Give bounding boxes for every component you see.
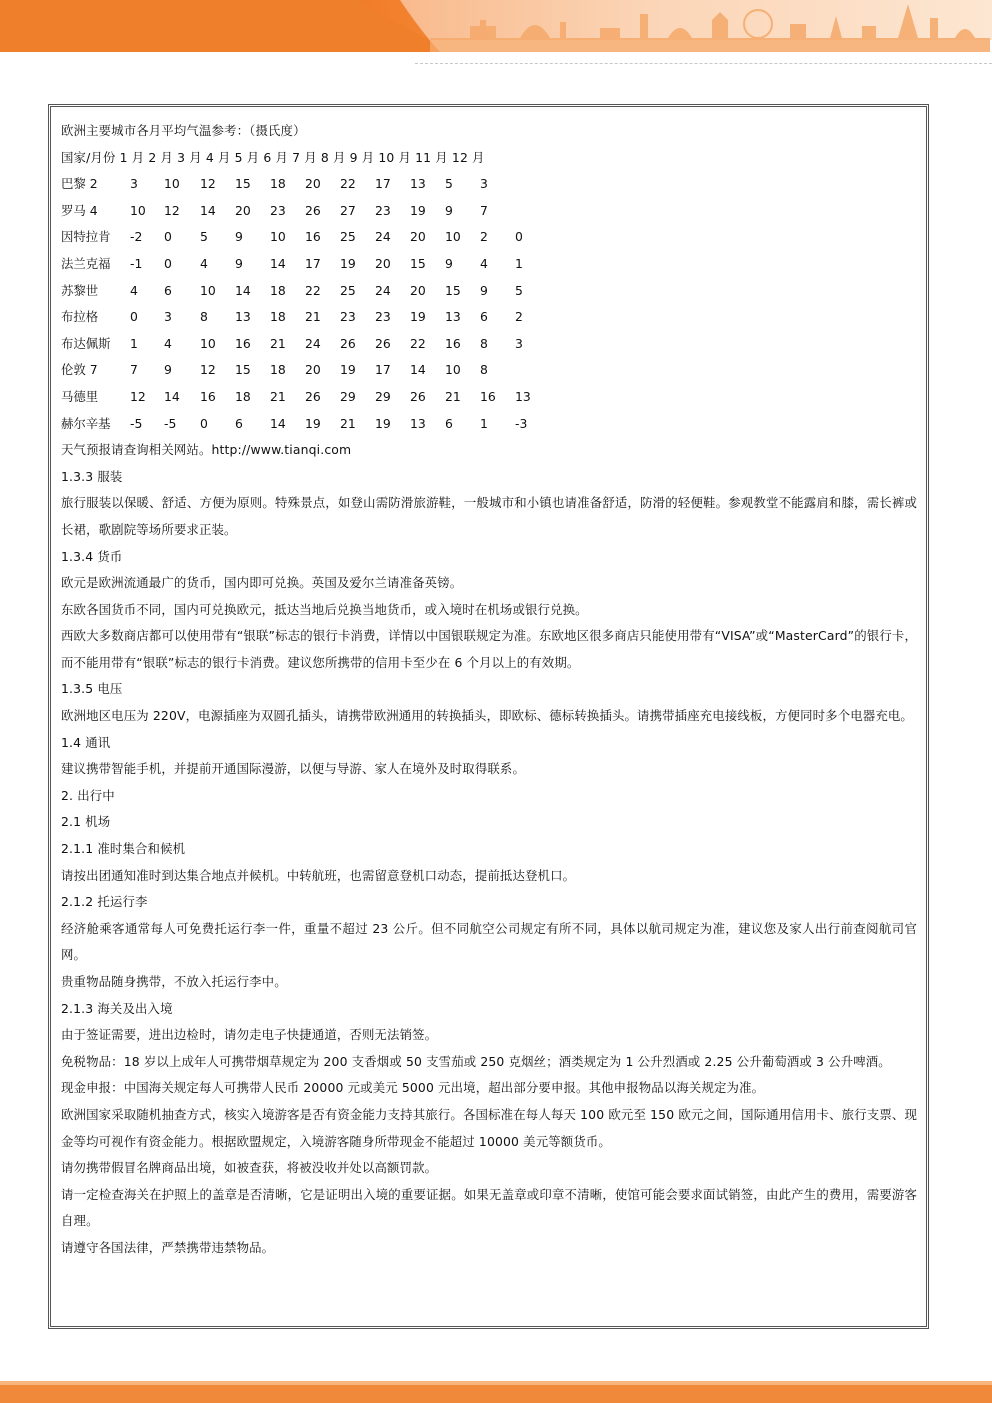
temp-value: -5 (164, 415, 177, 431)
temp-value: 14 (410, 362, 426, 378)
paragraph: 请勿携带假冒名牌商品出境，如被查获，将被没收并处以高额罚款。 (61, 1160, 438, 1176)
temp-city: 伦敦 7 (61, 362, 98, 378)
temp-value: 20 (305, 362, 321, 378)
paragraph: 免税物品：18 岁以上成年人可携带烟草规定为 200 支香烟或 50 支雪茄或 250 克烟丝；酒类规定为 1 公升烈酒或 2.25 公升葡萄酒或 3 公升啤酒。 (61, 1053, 891, 1069)
temp-value: 0 (164, 229, 172, 245)
temp-value: 16 (200, 388, 216, 404)
temp-value: -2 (130, 229, 143, 245)
paragraph: 请一定检查海关在护照上的盖章是否清晰，它是证明出入境的重要证据。如果无盖章或印章不清晰，使馆可能会要求面试销签，由此产生的费用，需要游客自理。 (61, 1186, 917, 1229)
temp-value: 27 (340, 202, 356, 218)
temp-value: 18 (270, 309, 286, 325)
temp-value: 19 (375, 415, 391, 431)
temp-value: 20 (410, 229, 426, 245)
temp-value: 23 (375, 202, 391, 218)
temp-row (61, 198, 917, 225)
temp-value: 1 (480, 415, 488, 431)
temp-value: 26 (410, 388, 426, 404)
section-heading: 1.4 通讯 (61, 734, 111, 750)
temp-value: 29 (340, 388, 356, 404)
temp-value: 19 (305, 415, 321, 431)
temp-value: 20 (375, 255, 391, 271)
temp-value: 13 (235, 309, 251, 325)
temp-city: 布拉格 (61, 309, 99, 325)
temp-value: 16 (480, 388, 496, 404)
temp-value: 18 (270, 282, 286, 298)
section-heading: 2.1.2 托运行李 (61, 894, 148, 910)
temp-value: 23 (270, 202, 286, 218)
section-heading: 2.1.3 海关及出入境 (61, 1000, 173, 1016)
temp-value: 26 (305, 388, 321, 404)
temp-table-header: 国家/月份 1 月 2 月 3 月 4 月 5 月 6 月 7 月 8 月 9 月 10 月 11 月 12 月 (61, 149, 485, 165)
temp-value: 9 (445, 202, 453, 218)
temp-value: 0 (200, 415, 208, 431)
temp-value: 5 (200, 229, 208, 245)
temp-value: 17 (375, 362, 391, 378)
temp-row (61, 357, 917, 384)
temp-value: 12 (130, 388, 146, 404)
section-heading: 2.1 机场 (61, 814, 111, 830)
temp-value: 5 (445, 176, 453, 192)
temp-value: 9 (235, 229, 243, 245)
temp-row (61, 278, 917, 305)
temp-city: 布达佩斯 (61, 335, 111, 351)
temp-value: 10 (445, 362, 461, 378)
temp-value: 16 (305, 229, 321, 245)
temp-value: 14 (235, 282, 251, 298)
temp-value: 26 (375, 335, 391, 351)
paragraph: 东欧各国货币不同，国内可兑换欧元，抵达当地后兑换当地货币，或入境时在机场或银行兑换。 (61, 601, 588, 617)
paragraph: 建议携带智能手机，并提前开通国际漫游，以便与导游、家人在境外及时取得联系。 (61, 761, 526, 777)
temp-value: 2 (480, 229, 488, 245)
temp-value: 14 (270, 415, 286, 431)
temp-value: 10 (445, 229, 461, 245)
paragraph: 由于签证需要，进出边检时，请勿走电子快捷通道，否则无法销签。 (61, 1027, 438, 1043)
temp-table (61, 171, 917, 437)
temp-value: 10 (164, 176, 180, 192)
paragraphs (61, 437, 917, 1261)
temp-value: 13 (410, 415, 426, 431)
temp-value: 14 (164, 388, 180, 404)
temp-city: 因特拉肯 (61, 229, 111, 245)
temp-value: 17 (375, 176, 391, 192)
paragraph: 请按出团通知准时到达集合地点并候机。中转航班，也需留意登机口动态，提前抵达登机口。 (61, 867, 576, 883)
header-banner (0, 0, 992, 62)
temp-value: 15 (410, 255, 426, 271)
temp-row (61, 224, 917, 251)
temp-value: 10 (200, 335, 216, 351)
temp-city: 赫尔辛基 (61, 415, 111, 431)
temp-row (61, 411, 917, 438)
temp-value: 16 (235, 335, 251, 351)
temp-value: 19 (340, 255, 356, 271)
temp-value: 21 (340, 415, 356, 431)
temp-value: 19 (410, 309, 426, 325)
temp-value: 9 (235, 255, 243, 271)
temp-value: 13 (515, 388, 531, 404)
temp-row (61, 384, 917, 411)
temp-value: 18 (235, 388, 251, 404)
temp-value: 3 (515, 335, 523, 351)
temp-value: 25 (340, 229, 356, 245)
temp-value: 20 (410, 282, 426, 298)
temp-value: 21 (270, 388, 286, 404)
temp-value: 15 (445, 282, 461, 298)
temp-value: 7 (130, 362, 138, 378)
temp-value: 2 (515, 309, 523, 325)
temp-value: 6 (480, 309, 488, 325)
temp-city: 马德里 (61, 388, 99, 404)
section-heading: 2. 出行中 (61, 787, 115, 803)
temp-city: 罗马 4 (61, 202, 98, 218)
temp-value: 5 (515, 282, 523, 298)
temp-value: 10 (270, 229, 286, 245)
temp-value: 22 (340, 176, 356, 192)
temp-value: 14 (200, 202, 216, 218)
temp-value: -1 (130, 255, 143, 271)
temp-value: 9 (480, 282, 488, 298)
temp-value: -3 (515, 415, 528, 431)
temp-value: 6 (235, 415, 243, 431)
temp-value: 8 (480, 362, 488, 378)
temp-table-title: 欧洲主要城市各月平均气温参考：（摄氏度） (61, 123, 306, 138)
temp-city: 法兰克福 (61, 255, 111, 271)
temp-value: 16 (445, 335, 461, 351)
temp-value: 17 (305, 255, 321, 271)
temp-value: 3 (164, 309, 172, 325)
temp-value: 23 (375, 309, 391, 325)
document-body (61, 118, 917, 1262)
temp-value: 24 (375, 282, 391, 298)
temp-value: 4 (480, 255, 488, 271)
paragraph: 西欧大多数商店都可以使用带有“银联”标志的银行卡消费，详情以中国银联规定为准。东欧地区很多商店只能使用带有“VISA”或“MasterCard”的银行卡，而不能用带有“银联”标志的银行卡消费。建议您所携带的信用卡至少在 6 个月以上的有效期。 (61, 628, 917, 670)
temp-value: 26 (340, 335, 356, 351)
temp-value: 21 (270, 335, 286, 351)
paragraph: 天气预报请查询相关网站。http://www.tianqi.com (61, 442, 352, 458)
temp-value: 21 (305, 309, 321, 325)
temp-value: 1 (130, 335, 138, 351)
temp-city: 巴黎 2 (61, 176, 98, 192)
temp-value: 18 (270, 176, 286, 192)
temp-value: 6 (445, 415, 453, 431)
temp-value: 12 (164, 202, 180, 218)
temp-value: 7 (480, 202, 488, 218)
paragraph: 欧洲国家采取随机抽查方式，核实入境游客是否有资金能力支持其旅行。各国标准在每人每天 100 欧元至 150 欧元之间，国际通用信用卡、旅行支票、现金等均可视作有资金能力。根据欧盟规定，入境游客随身所带现金不能超过 10000 美元等额货币。 (61, 1106, 917, 1149)
temp-value: 8 (200, 309, 208, 325)
temp-value: 13 (445, 309, 461, 325)
paragraph: 现金申报：中国海关规定每人可携带人民币 20000 元或美元 5000 元出境，超出部分要申报。其他申报物品以海关规定为准。 (61, 1080, 765, 1096)
temp-value: 10 (130, 202, 146, 218)
temp-row (61, 251, 917, 278)
paragraph: 欧元是欧洲流通最广的货币，国内即可兑换。英国及爱尔兰请准备英镑。 (61, 575, 463, 591)
section-heading: 1.3.3 服装 (61, 468, 123, 484)
section-heading: 1.3.5 电压 (61, 681, 123, 697)
temp-value: 26 (305, 202, 321, 218)
temp-value: 20 (305, 176, 321, 192)
temp-value: 15 (235, 362, 251, 378)
temp-city: 苏黎世 (61, 282, 99, 298)
temp-value: 0 (515, 229, 523, 245)
footer-band (0, 1381, 992, 1403)
temp-value: 3 (130, 176, 138, 192)
temp-value: 0 (164, 255, 172, 271)
temp-value: 0 (130, 309, 138, 325)
temp-value: 8 (480, 335, 488, 351)
paragraph: 经济舱乘客通常每人可免费托运行李一件，重量不超过 23 公斤。但不同航空公司规定有所不同，具体以航司规定为准，建议您及家人出行前查阅航司官网。 (61, 920, 917, 963)
paragraph: 贵重物品随身携带，不放入托运行李中。 (61, 974, 287, 989)
temp-row (61, 331, 917, 358)
temp-value: 15 (235, 176, 251, 192)
temp-value: 23 (340, 309, 356, 325)
temp-value: 3 (480, 176, 488, 192)
temp-value: 22 (410, 335, 426, 351)
temp-row (61, 304, 917, 331)
paragraph: 旅行服装以保暖、舒适、方便为原则。特殊景点，如登山需防滑旅游鞋，一般城市和小镇也请准备舒适，防滑的轻便鞋。参观教堂不能露肩和膝，需长裤或长裙，歌剧院等场所要求正装。 (61, 495, 917, 537)
temp-row (61, 171, 917, 198)
temp-value: 22 (305, 282, 321, 298)
temp-value: 25 (340, 282, 356, 298)
temp-value: 1 (515, 255, 523, 271)
section-heading: 2.1.1 准时集合和候机 (61, 841, 186, 857)
temp-value: 4 (200, 255, 208, 271)
temp-value: 29 (375, 388, 391, 404)
temp-value: 19 (340, 362, 356, 378)
temp-value: 12 (200, 362, 216, 378)
temp-value: 13 (410, 176, 426, 192)
temp-value: 20 (235, 202, 251, 218)
temp-value: 18 (270, 362, 286, 378)
temp-value: 21 (445, 388, 461, 404)
temp-value: 24 (375, 229, 391, 245)
paragraph: 请遵守各国法律，严禁携带违禁物品。 (61, 1239, 275, 1255)
paragraph: 欧洲地区电压为 220V，电源插座为双圆孔插头，请携带欧洲通用的转换插头，即欧标、德标转换插头。请携带插座充电接线板，方便同时多个电器充电。 (61, 708, 913, 724)
temp-value: 24 (305, 335, 321, 351)
temp-value: 14 (270, 255, 286, 271)
temp-value: 10 (200, 282, 216, 298)
temp-value: 4 (164, 335, 172, 351)
temp-value: 19 (410, 202, 426, 218)
temp-value: 9 (164, 362, 172, 378)
temp-value: 6 (164, 282, 172, 298)
section-heading: 1.3.4 货币 (61, 548, 123, 564)
header-rule (415, 63, 992, 64)
temp-value: 4 (130, 282, 138, 298)
temp-value: -5 (130, 415, 143, 431)
temp-value: 9 (445, 255, 453, 271)
temp-value: 12 (200, 176, 216, 192)
